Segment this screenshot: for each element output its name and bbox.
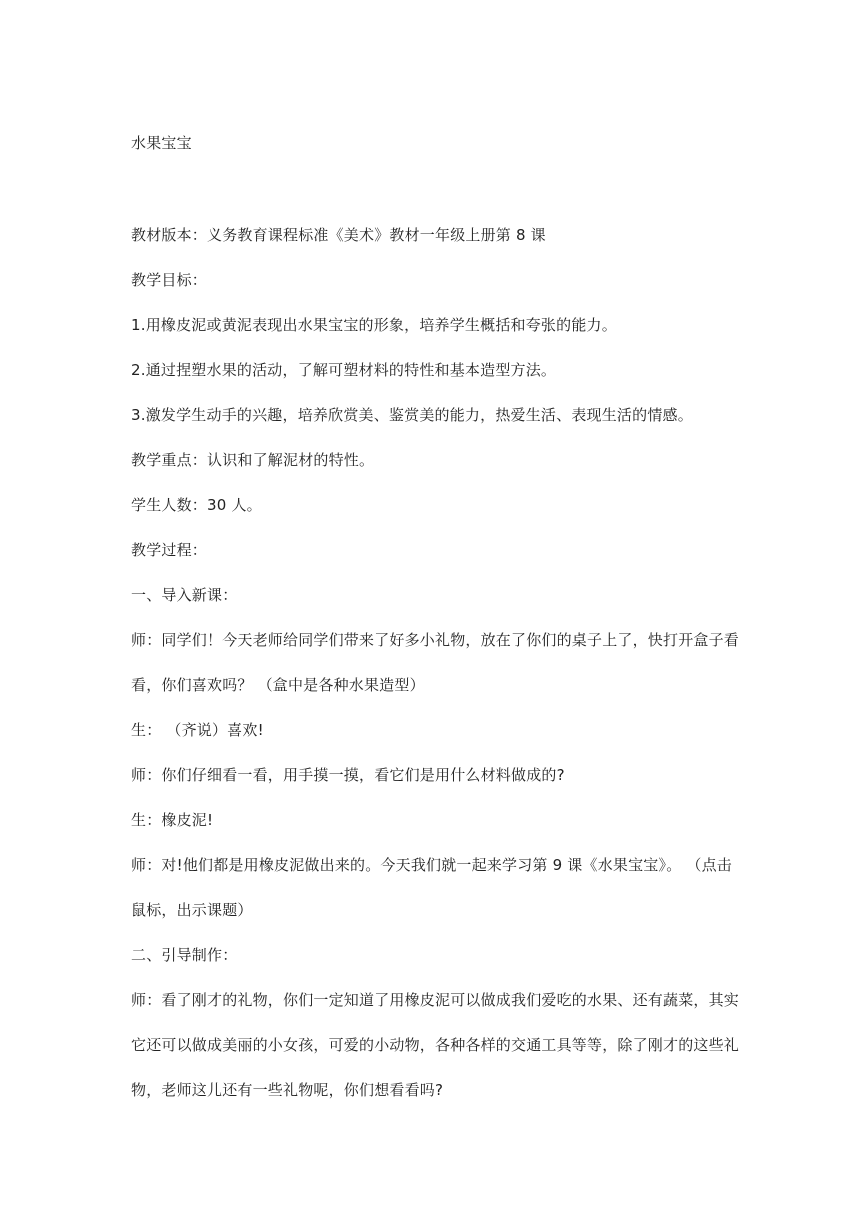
dialogue-line: 师：你们仔细看一看，用手摸一摸，看它们是用什么材料做成的? — [131, 766, 565, 784]
teaching-goals-heading: 教学目标： — [131, 271, 208, 289]
teaching-process-heading: 教学过程： — [131, 541, 208, 559]
section-2-heading: 二、引导制作： — [131, 946, 238, 964]
dialogue-line: 生： （齐说）喜欢! — [131, 721, 264, 739]
document-title: 水果宝宝 — [131, 134, 192, 152]
dialogue-line: 师：看了刚才的礼物，你们一定知道了用橡皮泥可以做成我们爱吃的水果、还有蔬菜，其实 — [131, 991, 740, 1009]
textbook-edition-line: 教材版本：义务教育课程标准《美术》教材一年级上册第 8 课 — [131, 226, 546, 244]
dialogue-line: 生：橡皮泥! — [131, 811, 214, 829]
goal-line-1: 1.用橡皮泥或黄泥表现出水果宝宝的形象，培养学生概括和夸张的能力。 — [131, 316, 617, 334]
dialogue-line: 看，你们喜欢吗？ （盒中是各种水果造型） — [131, 676, 425, 694]
goal-line-2: 2.通过捏塑水果的活动，了解可塑材料的特性和基本造型方法。 — [131, 361, 557, 379]
dialogue-line: 鼠标，出示课题） — [131, 901, 253, 919]
section-1-heading: 一、导入新课： — [131, 586, 238, 604]
dialogue-line: 师：同学们！今天老师给同学们带来了好多小礼物，放在了你们的桌子上了，快打开盒子看 — [131, 631, 740, 649]
dialogue-line: 师：对!他们都是用橡皮泥做出来的。今天我们就一起来学习第 9 课《水果宝宝》。 （点击 — [131, 856, 732, 874]
dialogue-line: 它还可以做成美丽的小女孩，可爱的小动物，各种各样的交通工具等等，除了刚才的这些礼 — [131, 1036, 740, 1054]
key-points-line: 教学重点：认识和了解泥材的特性。 — [131, 451, 375, 469]
dialogue-line: 物，老师这儿还有一些礼物呢，你们想看看吗? — [131, 1081, 444, 1099]
goal-line-3: 3.激发学生动手的兴趣，培养欣赏美、鉴赏美的能力，热爱生活、表现生活的情感。 — [131, 406, 693, 424]
student-count-line: 学生人数：30 人。 — [131, 496, 262, 514]
